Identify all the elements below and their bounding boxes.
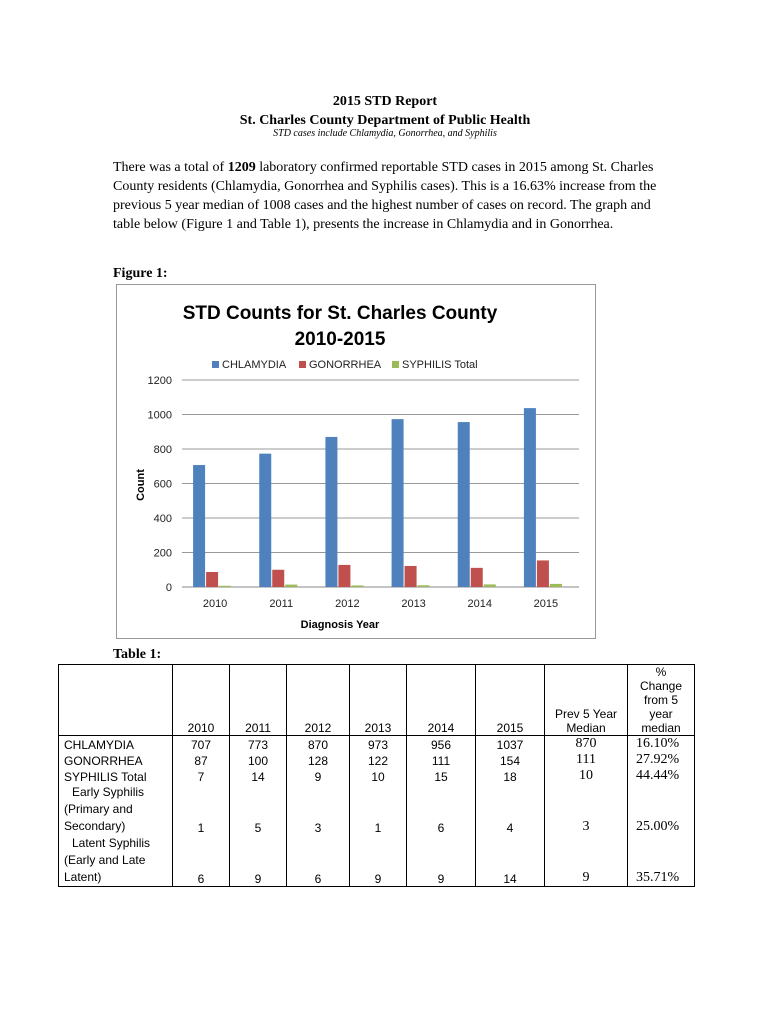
table-row	[59, 736, 695, 753]
x-tick-label: 2015	[533, 598, 559, 610]
bar-gonorrhea	[206, 572, 218, 587]
intro-total: 1209	[227, 160, 256, 175]
x-tick-label: 2014	[467, 598, 492, 610]
cell-value: 15	[407, 768, 476, 784]
x-tick-label: 2010	[202, 598, 228, 610]
y-tick-label: 400	[153, 513, 172, 525]
y-tick-label: 0	[165, 582, 172, 594]
table-row	[59, 768, 695, 784]
row-name-text: Latent Syphilis (Early and Late Latent)	[64, 836, 151, 884]
report-title: 2015 STD Report	[332, 94, 438, 109]
bar-chlamydia	[392, 419, 404, 587]
cell-change: 25.00%	[628, 784, 695, 835]
cell-value: 3	[287, 784, 350, 835]
cell-value: 14	[230, 768, 287, 784]
bar-syphilis-total	[484, 584, 496, 587]
cell-value: 6	[173, 835, 230, 887]
intro-paragraph	[113, 158, 661, 234]
cell-median: 10	[545, 768, 628, 784]
table-label: Table 1:	[113, 647, 162, 662]
cell-value: 773	[230, 736, 287, 753]
cell-value: 9	[230, 835, 287, 887]
y-tick-label: 800	[153, 444, 172, 456]
cell-value: 6	[407, 784, 476, 835]
department-name: St. Charles County Department of Public Health	[239, 113, 531, 128]
bar-gonorrhea	[272, 570, 284, 587]
legend-label: CHLAMYDIA	[222, 359, 287, 371]
table-row	[59, 835, 695, 887]
cell-value: 100	[230, 752, 287, 768]
bar-syphilis-total	[418, 585, 430, 587]
x-tick-label: 2013	[401, 598, 426, 610]
row-name	[59, 835, 173, 887]
header-median: Prev 5 Year Median	[545, 665, 628, 736]
chart-title: STD Counts for St. Charles County	[182, 303, 498, 324]
cell-change: 27.92%	[628, 752, 695, 768]
cell-value: 111	[407, 752, 476, 768]
bar-syphilis-total	[219, 586, 231, 587]
cell-median: 870	[545, 736, 628, 753]
intro-part1: There was a total of	[113, 160, 228, 175]
row-name: GONORRHEA	[59, 752, 173, 768]
report-subtitle: STD cases include Chlamydia, Gonorrhea, and Syphilis	[273, 128, 497, 139]
cell-value: 870	[287, 736, 350, 753]
bar-gonorrhea	[405, 566, 417, 587]
intro-part2: laboratory confirmed reportable STD cases in 2015 among St. Charles County residents (Chlamydia, Gonorrhea and Syphilis cases). This is a 16.63% increase from the previous 5 year median of 1008 cases and the highest number of cases on record. The graph and table below (Figure 1 and Table 1), presents the increase in Chlamydia and in Gonorrhea.	[113, 160, 657, 232]
header-year: 2015	[476, 665, 545, 736]
cell-value: 87	[173, 752, 230, 768]
cell-value: 122	[350, 752, 407, 768]
legend-label: GONORRHEA	[309, 359, 382, 371]
cell-value: 707	[173, 736, 230, 753]
x-tick-label: 2012	[335, 598, 360, 610]
cell-value: 4	[476, 784, 545, 835]
cell-change: 35.71%	[628, 835, 695, 887]
cell-value: 18	[476, 768, 545, 784]
x-tick-label: 2011	[269, 598, 294, 610]
legend-swatch	[299, 361, 306, 368]
bar-chlamydia	[193, 465, 205, 587]
legend-swatch	[392, 361, 399, 368]
header-change: % Change from 5 year median	[628, 665, 695, 736]
bar-gonorrhea	[537, 560, 549, 587]
row-name: CHLAMYDIA	[59, 736, 173, 753]
cell-change: 16.10%	[628, 736, 695, 753]
y-tick-label: 1200	[147, 375, 172, 387]
std-table	[58, 664, 695, 887]
bar-chlamydia	[524, 408, 536, 587]
cell-value: 1	[173, 784, 230, 835]
cell-value: 6	[287, 835, 350, 887]
bar-syphilis-total	[285, 585, 297, 587]
cell-value: 10	[350, 768, 407, 784]
chart-subtitle: 2010-2015	[294, 329, 386, 350]
chart-container	[116, 284, 596, 639]
header-year: 2011	[230, 665, 287, 736]
cell-value: 1	[350, 784, 407, 835]
figure-label: Figure 1:	[113, 266, 168, 281]
header-year: 2014	[407, 665, 476, 736]
header-year: 2012	[287, 665, 350, 736]
y-tick-label: 200	[153, 547, 172, 560]
y-tick-label: 600	[153, 478, 172, 491]
bar-chlamydia	[458, 422, 470, 587]
header-year: 2013	[350, 665, 407, 736]
x-axis-label: Diagnosis Year	[300, 619, 380, 631]
cell-value: 9	[407, 835, 476, 887]
std-bar-chart	[117, 285, 595, 638]
cell-value: 154	[476, 752, 545, 768]
cell-value: 9	[350, 835, 407, 887]
bar-syphilis-total	[550, 584, 562, 587]
cell-median: 3	[545, 784, 628, 835]
bar-gonorrhea	[338, 565, 350, 587]
cell-value: 973	[350, 736, 407, 753]
legend-swatch	[212, 361, 219, 368]
cell-median: 111	[545, 752, 628, 768]
y-axis-label: Count	[135, 469, 147, 501]
row-name-text: Early Syphilis (Primary and Secondary)	[64, 785, 145, 833]
cell-median: 9	[545, 835, 628, 887]
table-header-row	[59, 665, 695, 736]
header-year: 2010	[173, 665, 230, 736]
cell-value: 1037	[476, 736, 545, 753]
cell-value: 5	[230, 784, 287, 835]
cell-value: 7	[173, 768, 230, 784]
cell-change: 44.44%	[628, 768, 695, 784]
cell-value: 9	[287, 768, 350, 784]
bar-syphilis-total	[351, 585, 363, 587]
row-name	[59, 784, 173, 835]
y-tick-label: 1000	[147, 409, 172, 422]
cell-value: 14	[476, 835, 545, 887]
bar-chlamydia	[325, 437, 337, 587]
row-name: SYPHILIS Total	[59, 768, 173, 784]
header-blank	[59, 665, 173, 736]
table-row	[59, 784, 695, 835]
cell-value: 128	[287, 752, 350, 768]
legend-label: SYPHILIS Total	[402, 359, 478, 371]
table-row	[59, 752, 695, 768]
bar-chlamydia	[259, 454, 271, 587]
cell-value: 956	[407, 736, 476, 753]
bar-gonorrhea	[471, 568, 483, 587]
